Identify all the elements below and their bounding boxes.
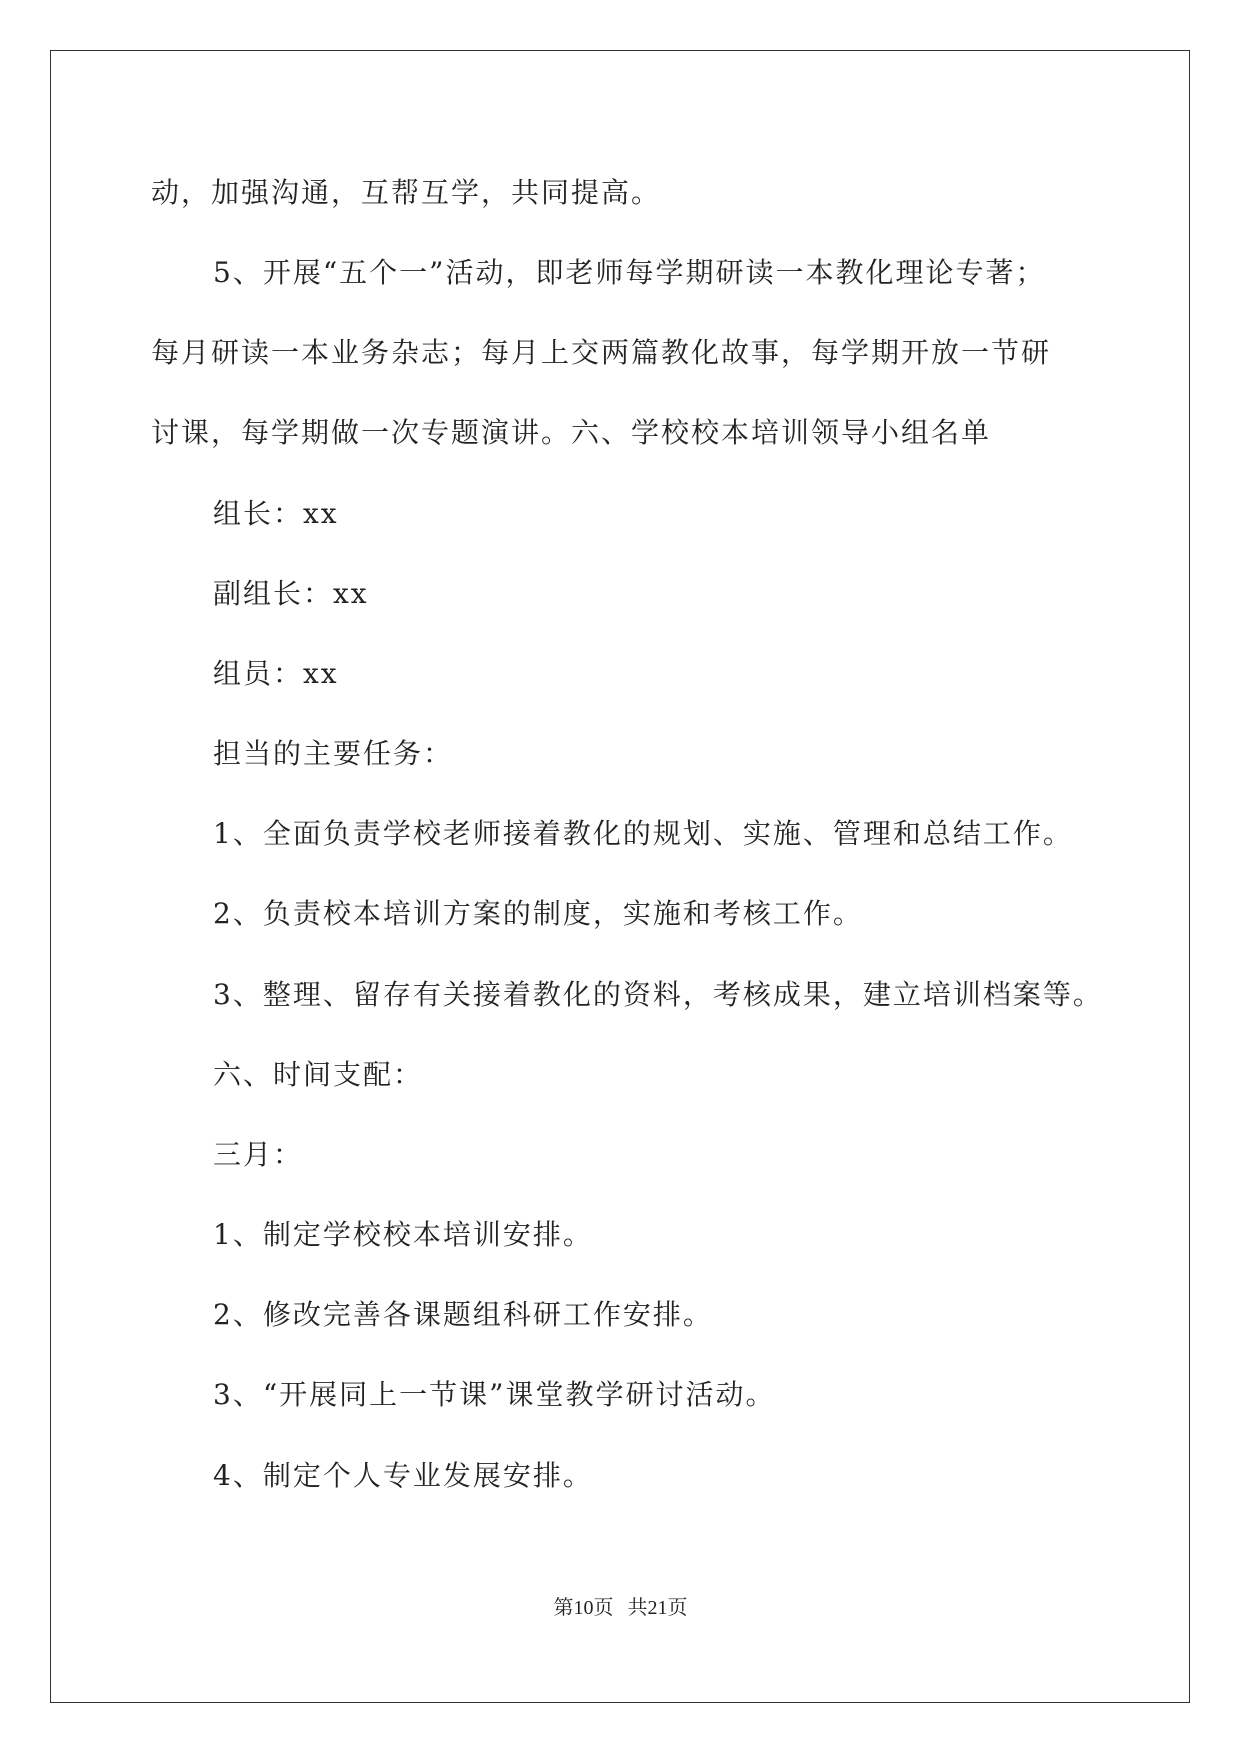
text-line: 讨课，每学期做一次专题演讲。六、学校校本培训领导小组名单 [151, 416, 992, 449]
text-line: 5、开展“五个一”活动，即老师每学期研读一本教化理论专著； [213, 256, 1046, 289]
text-line: 2、修改完善各课题组科研工作安排。 [213, 1298, 713, 1331]
page-number: 第10页 [553, 1597, 614, 1619]
text-line: 4、制定个人专业发展安排。 [213, 1459, 593, 1492]
text-line: 六、时间支配： [213, 1058, 424, 1091]
page-footer [0, 1594, 1241, 1622]
text-line: 2、负责校本培训方案的制度，实施和考核工作。 [213, 897, 863, 930]
text-line: 副组长：xx [213, 577, 369, 610]
text-line: 1、全面负责学校老师接着教化的规划、实施、管理和总结工作。 [213, 817, 1073, 850]
text-line: 三月： [213, 1138, 304, 1171]
text-line: 3、“开展同上一节课”课堂教学研讨活动。 [213, 1378, 776, 1411]
text-line: 3、整理、留存有关接着教化的资料，考核成果，建立培训档案等。 [213, 978, 1103, 1011]
text-line: 组员：xx [213, 657, 339, 690]
text-line: 动，加强沟通，互帮互学，共同提高。 [151, 176, 662, 209]
text-line: 担当的主要任务： [213, 737, 454, 770]
text-line: 1、制定学校校本培训安排。 [213, 1218, 593, 1251]
text-line: 组长：xx [213, 497, 339, 530]
page-total: 共21页 [627, 1597, 688, 1619]
text-line: 每月研读一本业务杂志；每月上交两篇教化故事，每学期开放一节研 [151, 336, 1052, 369]
